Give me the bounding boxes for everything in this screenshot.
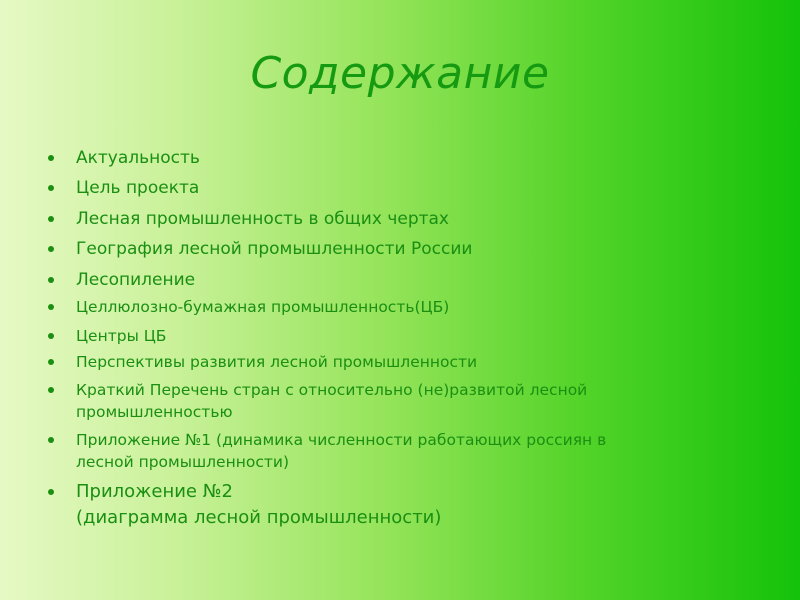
list-item-line: Приложение №2 [76, 481, 233, 502]
bullet-icon [48, 359, 54, 365]
list-item-line: Лесная промышленность в общих чертах [76, 209, 449, 229]
list-item [76, 208, 766, 230]
list-item-line: (диаграмма лесной промышленности) [76, 507, 442, 528]
list-item [76, 147, 766, 169]
list-item-line: География лесной промышленности России [76, 239, 473, 259]
bullet-icon [48, 185, 54, 191]
list-item-line: Цель проекта [76, 178, 200, 198]
list-item [76, 177, 766, 199]
bullet-icon [48, 437, 54, 443]
list-item-line: Целлюлозно-бумажная промышленность(ЦБ) [76, 298, 450, 316]
bullet-icon [48, 304, 54, 310]
bullet-icon [48, 155, 54, 161]
list-item-line: Краткий Перечень стран с относительно (не)развитой лесной [76, 381, 588, 399]
list-item [76, 351, 766, 373]
list-item-line: Перспективы развития лесной промышленности [76, 353, 478, 371]
list-item [76, 479, 766, 531]
list-item [76, 269, 766, 291]
list-item-line: Актуальность [76, 148, 200, 168]
list-item-line: Приложение №1 (динамика численности работающих россиян в [76, 431, 607, 449]
slide-title: Содержание [250, 48, 550, 99]
list-item-line: промышленностью [76, 403, 233, 421]
bullet-icon [48, 387, 54, 393]
list-item-line: лесной промышленности) [76, 453, 290, 471]
list-item [76, 379, 766, 423]
list-item-line: Центры ЦБ [76, 327, 167, 345]
bullet-icon [48, 246, 54, 252]
list-item [76, 238, 766, 260]
list-item [76, 325, 766, 347]
bullet-icon [48, 333, 54, 339]
list-item [76, 429, 766, 473]
bullet-icon [48, 216, 54, 222]
list-item-line: Лесопиление [76, 270, 196, 290]
list-item [76, 296, 766, 318]
bullet-icon [48, 277, 54, 283]
bullet-icon [48, 489, 54, 495]
